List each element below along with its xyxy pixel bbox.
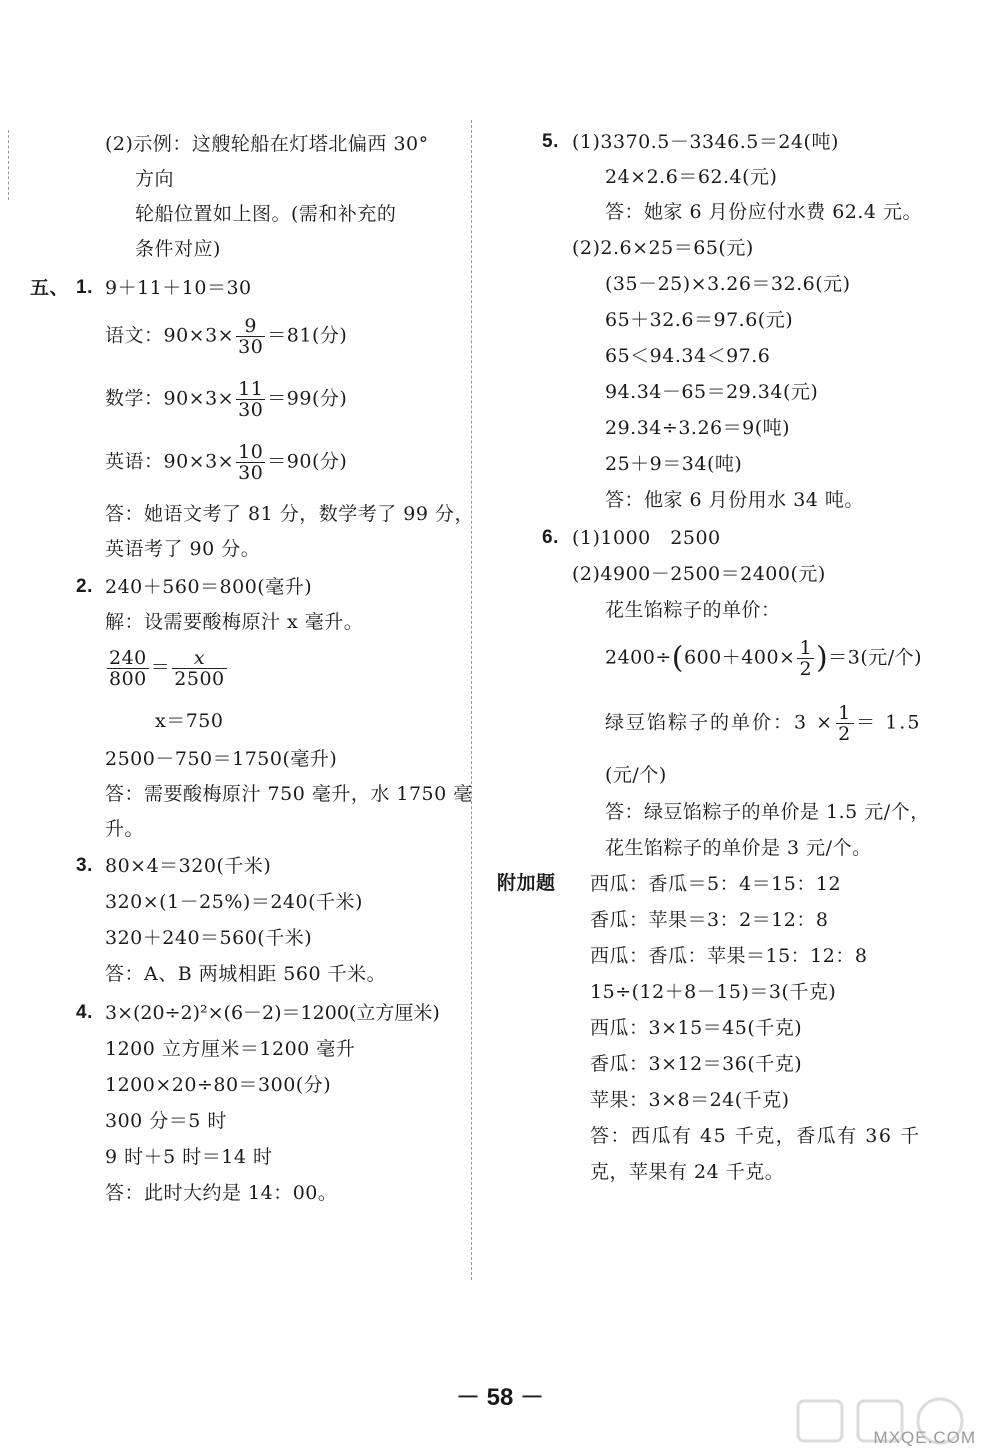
question-number: 3. — [76, 855, 93, 876]
answer-line: 答：A、B 两城相距 560 千米。 — [105, 963, 387, 985]
answer-line: 320＋240＝560(千米) — [105, 927, 313, 949]
denominator: 800 — [109, 668, 147, 690]
bonus-section-label: 附加题 — [497, 873, 556, 894]
answer-line: (35－25)×3.26＝32.6(元) — [605, 273, 851, 295]
expr-text: ＝ — [150, 656, 171, 679]
watermark-url: MXQE.COM — [873, 1428, 976, 1447]
answer-line: (2)4900－2500＝2400(元) — [572, 563, 826, 585]
answer-line: 9 时＋5 时＝14 时 — [105, 1146, 273, 1168]
fraction — [172, 648, 226, 689]
answer-line: 25＋9＝34(吨) — [605, 453, 743, 475]
answer-line: 3×(20÷2)²×(6－2)＝1200(立方厘米) — [105, 1002, 440, 1024]
fraction — [236, 379, 265, 420]
section-label: 五、 — [30, 277, 70, 299]
expr-text: ＝3(元/个) — [828, 646, 923, 669]
expr-text: 语文：90×3× — [105, 324, 235, 347]
expr-text: 英语：90×3× — [105, 450, 235, 473]
answer-line: 克，苹果有 24 千克。 — [590, 1161, 785, 1183]
question-number: 6. — [542, 527, 559, 548]
answer-line: 西瓜：3×15＝45(千克) — [590, 1017, 803, 1039]
answer-line: 答：她语文考了 81 分，数学考了 99 分， — [105, 503, 475, 525]
answer-line: 升。 — [105, 818, 145, 840]
question-number: 4. — [76, 1002, 93, 1023]
answer-line: 西瓜：香瓜＝5：4＝15：12 — [590, 873, 842, 895]
expr-text: 600＋400× — [684, 646, 796, 669]
open-paren: ( — [671, 640, 684, 676]
expr-text: 数学：90×3× — [105, 387, 235, 410]
fraction — [236, 442, 265, 483]
denominator: 30 — [238, 462, 264, 484]
fraction — [836, 703, 854, 744]
answer-line: (1)1000 2500 — [572, 527, 721, 549]
answer-line: 9＋11＋10＝30 — [105, 277, 252, 299]
answer-line: 答：西瓜有 45 千克，香瓜有 36 千 — [590, 1125, 921, 1147]
denominator: 2500 — [174, 668, 225, 690]
denominator: 30 — [238, 336, 264, 358]
answer-line: 西瓜：香瓜：苹果＝15：12：8 — [590, 945, 868, 967]
close-paren: ) — [816, 640, 829, 676]
numerator: 240 — [109, 647, 147, 669]
answer-line: 花生馅粽子的单价： — [605, 599, 781, 621]
fraction — [107, 648, 149, 689]
answer-line: 80×4＝320(千米) — [105, 855, 272, 877]
denominator: 2 — [838, 723, 853, 745]
answer-line: (元/个) — [605, 764, 667, 786]
expr-text: ＝90(分) — [267, 450, 348, 473]
answer-line: 240＋560＝800(毫升) — [105, 576, 313, 598]
answer-line: 答：绿豆馅粽子的单价是 1.5 元/个， — [605, 801, 930, 823]
answer-line: (1)3370.5－3346.5＝24(吨) — [572, 131, 839, 153]
answer-line: (2)示例：这艘轮船在灯塔北偏西 30° — [105, 133, 429, 155]
answer-line: 花生馅粽子的单价是 3 元/个。 — [605, 837, 872, 859]
question-number: 5. — [542, 131, 559, 152]
fraction — [236, 316, 265, 357]
question-number: 2. — [76, 576, 93, 597]
answer-line: 方向 — [135, 168, 175, 190]
numerator: 1 — [838, 702, 853, 724]
denominator: 2 — [799, 658, 813, 680]
fraction-line — [605, 638, 922, 679]
answer-line: 24×2.6＝62.4(元) — [605, 166, 778, 188]
question-number: 1. — [76, 277, 93, 298]
answer-line: 1200×20÷80＝300(分) — [105, 1074, 332, 1096]
proportion-line — [105, 648, 229, 689]
answer-line: x＝750 — [155, 710, 224, 732]
answer-line: 轮船位置如上图。(需和补充的 — [135, 203, 397, 225]
answer-line: 英语考了 90 分。 — [105, 538, 261, 560]
fraction-line — [105, 442, 347, 483]
expr-text: 绿豆馅粽子的单价：3 × — [605, 711, 835, 734]
numerator: 9 — [236, 316, 265, 337]
answer-line: 320×(1－25%)＝240(千米) — [105, 891, 363, 913]
answer-line: 65＜94.34＜97.6 — [605, 345, 771, 367]
fraction-line — [605, 703, 921, 744]
answer-line: 2500－750＝1750(毫升) — [105, 748, 338, 770]
answer-line: 15÷(12＋8－15)＝3(千克) — [590, 981, 837, 1003]
column-divider — [471, 120, 472, 1280]
answer-line: 解：设需要酸梅原汁 x 毫升。 — [105, 611, 364, 633]
numerator: 10 — [238, 441, 264, 463]
answer-line: 94.34－65＝29.34(元) — [605, 381, 819, 403]
answer-line: 香瓜：苹果＝3：2＝12：8 — [590, 909, 829, 931]
left-margin-line — [8, 130, 9, 200]
fraction-line — [105, 316, 347, 357]
expr-text: 2400÷ — [605, 646, 672, 669]
answer-line: 答：此时大约是 14：00。 — [105, 1182, 338, 1204]
answer-line: 条件对应) — [135, 238, 221, 260]
answer-line: 300 分＝5 时 — [105, 1110, 227, 1132]
answer-line: 答：她家 6 月份应付水费 62.4 元。 — [605, 201, 923, 223]
fraction-line — [105, 379, 347, 420]
answer-line: 1200 立方厘米＝1200 毫升 — [105, 1038, 356, 1060]
answer-line: 答：他家 6 月份用水 34 吨。 — [605, 489, 864, 511]
answer-line: (2)2.6×25＝65(元) — [572, 237, 754, 259]
numerator: 1 — [799, 637, 813, 659]
answer-line: 香瓜：3×12＝36(千克) — [590, 1053, 803, 1075]
expr-text: ＝81(分) — [267, 324, 348, 347]
page-number: － 58 － — [455, 1384, 545, 1411]
numerator: 11 — [238, 378, 264, 400]
expr-text: ＝ 1.5 — [856, 711, 922, 734]
answer-line: 答：需要酸梅原汁 750 毫升，水 1750 毫 — [105, 783, 473, 805]
answer-line: 苹果：3×8＝24(千克) — [590, 1089, 790, 1111]
fraction — [797, 638, 814, 679]
expr-text: ＝99(分) — [267, 387, 348, 410]
numerator: x — [172, 648, 226, 669]
denominator: 30 — [238, 399, 264, 421]
answer-line: 65＋32.6＝97.6(元) — [605, 309, 794, 331]
answer-line: 29.34÷3.26＝9(吨) — [605, 417, 791, 439]
